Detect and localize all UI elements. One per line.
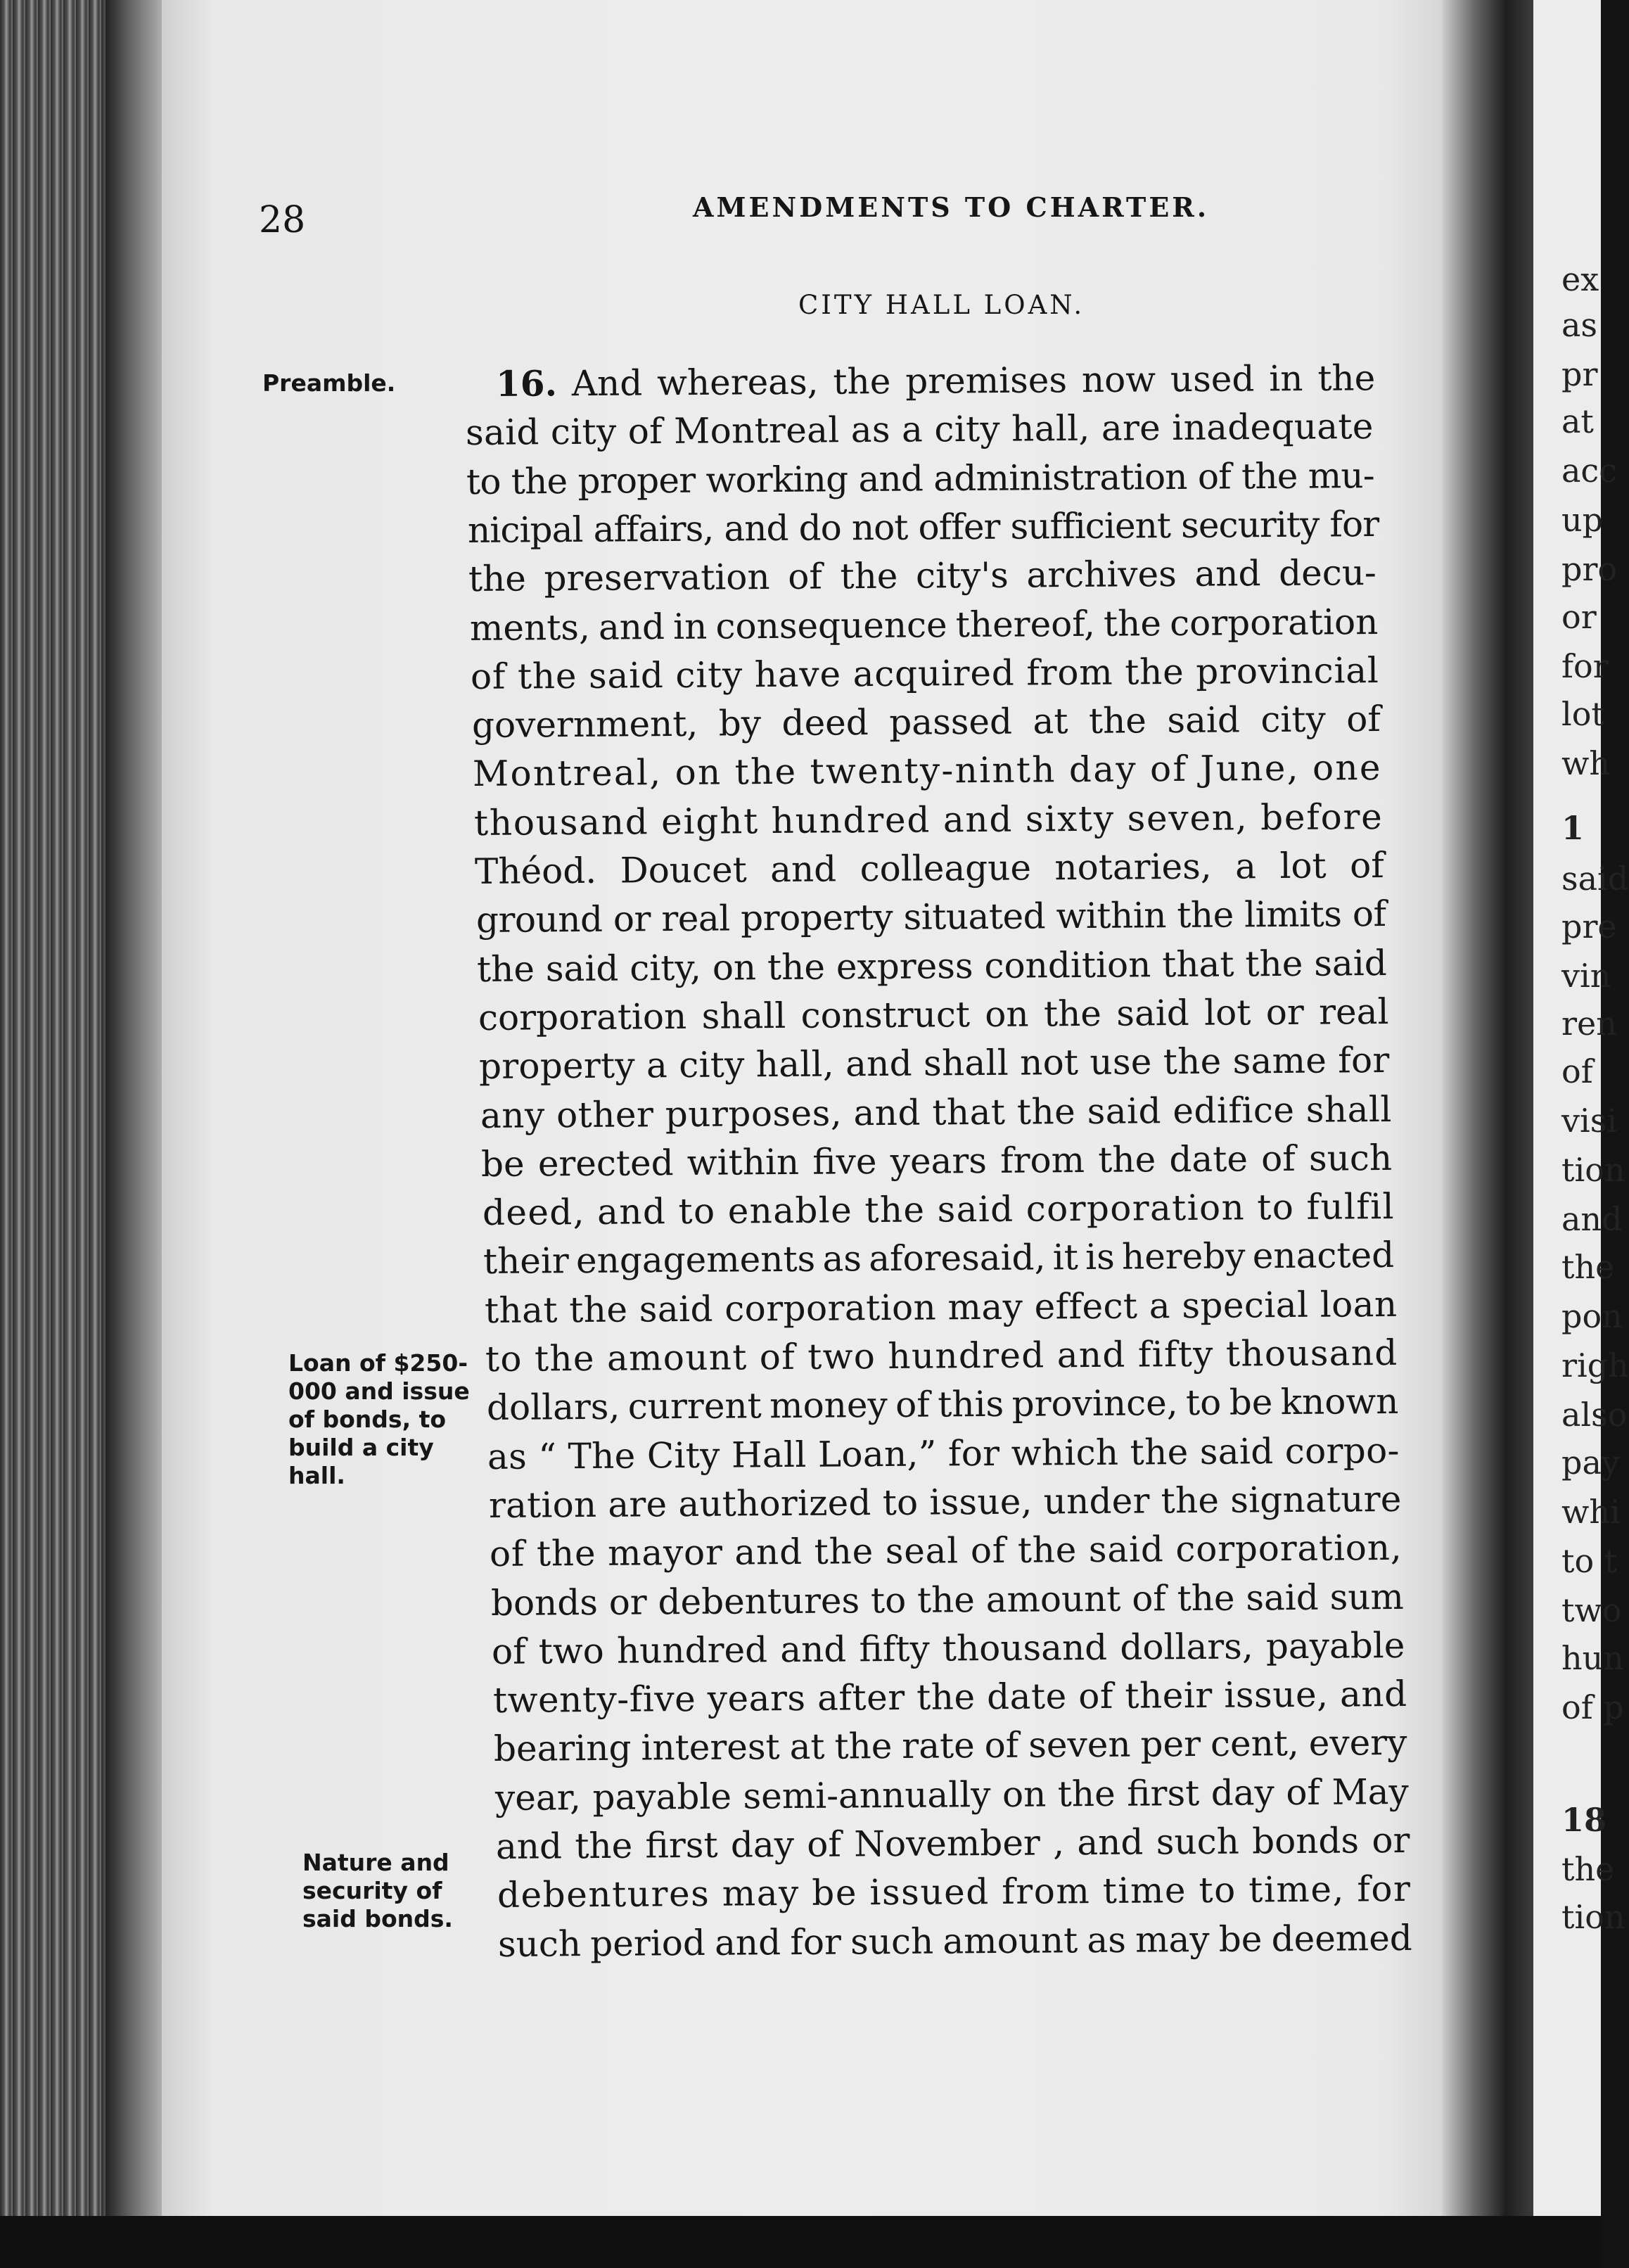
body-text: the preservation of the city's archives and decu- — [468, 552, 1377, 600]
body-text: to the amount of two hundred and fifty thousand — [485, 1332, 1398, 1380]
body-text-line — [481, 1136, 1392, 1186]
adjacent-page-text: tion — [1561, 1898, 1625, 1936]
body-text: such period and for such amount as may be deemed — [497, 1917, 1413, 1965]
margin-note-nature — [302, 1849, 464, 1933]
book-gutter-shadow — [1442, 0, 1533, 2268]
body-text-line — [473, 795, 1383, 845]
body-text-line — [475, 892, 1386, 942]
body-text-line — [490, 1574, 1403, 1624]
page-number: 28 — [259, 199, 306, 241]
body-text: debentures may be issued from time to time, for — [497, 1868, 1412, 1916]
adjacent-page-text: ren — [1561, 1005, 1617, 1043]
body-text: deed, and to enable the said corporation to fulfil — [482, 1186, 1395, 1234]
body-text-line — [482, 1185, 1394, 1235]
adjacent-page-text: also — [1561, 1396, 1628, 1434]
adjacent-page-text: whi — [1561, 1493, 1621, 1531]
section-heading: CITY HALL LOAN. — [798, 290, 1085, 320]
page-edge-shadow — [106, 0, 169, 2268]
body-text: of the mayor and the seal of the said corporation, — [489, 1527, 1403, 1575]
adjacent-page-text: righ — [1561, 1346, 1629, 1384]
adjacent-page-text: lot — [1561, 695, 1604, 733]
body-text: and the first day of November , and such bonds or — [495, 1819, 1410, 1867]
body-text-line — [487, 1429, 1400, 1479]
body-text-line — [496, 1818, 1410, 1868]
body-text: bearing interest at the rate of seven per cent, every — [493, 1722, 1407, 1770]
adjacent-page-text: up — [1561, 501, 1604, 539]
body-text-line — [480, 1087, 1391, 1137]
body-text-line — [498, 1916, 1412, 1966]
body-text-line — [471, 697, 1380, 747]
body-text: dollars, current money of this province, to be known — [486, 1381, 1399, 1429]
margin-note-loan — [288, 1349, 471, 1490]
margin-note-line: Loan of $250- — [288, 1349, 468, 1377]
body-text-line — [485, 1331, 1398, 1381]
adjacent-page-fragment — [1533, 0, 1629, 2268]
body-text-line — [496, 356, 1376, 406]
margin-note-line: Nature and — [302, 1849, 449, 1876]
margin-note-preamble: Preamble. — [262, 369, 396, 397]
adjacent-page-text: pon — [1561, 1297, 1623, 1335]
adjacent-page-text: pay — [1561, 1444, 1620, 1482]
body-text-line — [473, 746, 1382, 796]
adjacent-page-text: pro — [1561, 550, 1618, 588]
adjacent-page-text: at — [1561, 402, 1594, 440]
body-text: as “ The City Hall Loan,” for which the said corpo- — [487, 1429, 1400, 1477]
body-text-line — [492, 1672, 1407, 1722]
body-text: said city of Montreal as a city hall, are inadequate — [465, 406, 1374, 454]
margin-note-line: 000 and issue — [288, 1377, 470, 1405]
scan-bottom-border — [0, 2216, 1601, 2268]
body-text: ground or real property situated within the limits of — [475, 893, 1386, 941]
body-text: their engagements as aforesaid, it is hereby enacted — [483, 1235, 1395, 1282]
adjacent-page-text: visi — [1561, 1102, 1618, 1140]
body-text: ration are authorized to issue, under the signature — [488, 1478, 1402, 1526]
adjacent-page-text: of — [1561, 1052, 1593, 1090]
adjacent-page-text: of p — [1561, 1688, 1624, 1726]
body-text-line — [479, 1038, 1390, 1088]
body-text: property a city hall, and shall not use the same for — [478, 1040, 1390, 1088]
body-text-line — [488, 1477, 1401, 1527]
body-text: ments, and in consequence thereof, the corporation — [469, 601, 1379, 649]
adjacent-page-text: vin — [1561, 957, 1611, 995]
margin-note-line: said bonds. — [302, 1905, 453, 1932]
adjacent-page-text: the — [1561, 1850, 1615, 1888]
adjacent-page-text: to t — [1561, 1542, 1618, 1580]
adjacent-page-text: 1 — [1561, 809, 1585, 847]
body-text-line — [466, 454, 1374, 504]
body-text: the said city, on the express condition that the said — [476, 942, 1387, 990]
adjacent-page-text: acc — [1561, 452, 1617, 490]
body-text-line — [486, 1380, 1398, 1429]
body-text: of the said city have acquired from the provincial — [470, 649, 1379, 697]
body-text-line — [477, 941, 1387, 991]
body-text-line — [483, 1233, 1395, 1283]
section-number: 16. — [495, 362, 558, 404]
body-text: twenty-five years after the date of their issue, and — [492, 1674, 1407, 1721]
body-text: nicipal affairs, and do not offer sufficient security for — [467, 503, 1379, 551]
adjacent-page-text: tion — [1561, 1151, 1625, 1189]
margin-note-line: hall. — [288, 1462, 345, 1489]
adjacent-page-text: the — [1561, 1248, 1615, 1286]
body-text-line — [475, 843, 1384, 893]
running-title: AMENDMENTS TO CHARTER. — [693, 191, 1210, 223]
body-text-line — [494, 1721, 1407, 1771]
body-text: of two hundred and fifty thousand dollars, payable — [491, 1624, 1405, 1672]
body-text: to the proper working and administration of the mu- — [466, 454, 1375, 502]
body-text-line — [490, 1526, 1403, 1576]
body-text: corporation shall construct on the said lot or real — [478, 990, 1389, 1038]
body-text-line — [484, 1282, 1397, 1332]
adjacent-page-text: pre — [1561, 907, 1617, 945]
body-text-line — [497, 1867, 1411, 1917]
adjacent-page-text: pr — [1561, 355, 1598, 393]
adjacent-page-text: hun — [1561, 1639, 1624, 1677]
body-text-line — [467, 502, 1379, 552]
adjacent-page-text: and — [1561, 1200, 1623, 1238]
body-text-line — [478, 990, 1388, 1040]
body-text: Théod. Doucet and colleague notaries, a lot of — [474, 844, 1384, 892]
body-text-line — [471, 649, 1379, 699]
body-text: year, payable semi-annually on the first day of May — [494, 1771, 1409, 1818]
body-text: thousand eight hundred and sixty seven, before — [473, 796, 1384, 843]
body-text: Montreal, on the twenty-ninth day of June, one — [472, 747, 1383, 795]
margin-note-line: of bonds, to — [288, 1406, 447, 1433]
body-text: any other purposes, and that the said edifice shall — [480, 1088, 1392, 1136]
adjacent-page-text: said — [1561, 860, 1629, 898]
body-text-line — [492, 1624, 1405, 1674]
adjacent-page-text: ex — [1561, 260, 1599, 298]
adjacent-page-text: or — [1561, 598, 1597, 636]
margin-note-line: build a city — [288, 1434, 434, 1461]
body-text: be erected within five years from the date of such — [480, 1137, 1393, 1185]
body-text-line — [469, 599, 1378, 649]
body-text: government, by deed passed at the said city of — [471, 699, 1381, 746]
body-text-line — [468, 551, 1376, 601]
margin-note-line: security of — [302, 1877, 442, 1904]
body-text-line — [494, 1770, 1408, 1820]
adjacent-page-text: wh — [1561, 744, 1610, 782]
body-text-line — [465, 404, 1373, 454]
body-text: bonds or debentures to the amount of the said sum — [490, 1576, 1404, 1624]
adjacent-page-text: two — [1561, 1591, 1622, 1629]
adjacent-page-text: for — [1561, 647, 1609, 685]
body-text: that the said corporation may effect a special loan — [484, 1283, 1398, 1331]
adjacent-page-text: as — [1561, 306, 1598, 344]
adjacent-page-text: 18 — [1561, 1801, 1607, 1839]
body-text: And whereas, the premises now used in the — [571, 357, 1376, 404]
